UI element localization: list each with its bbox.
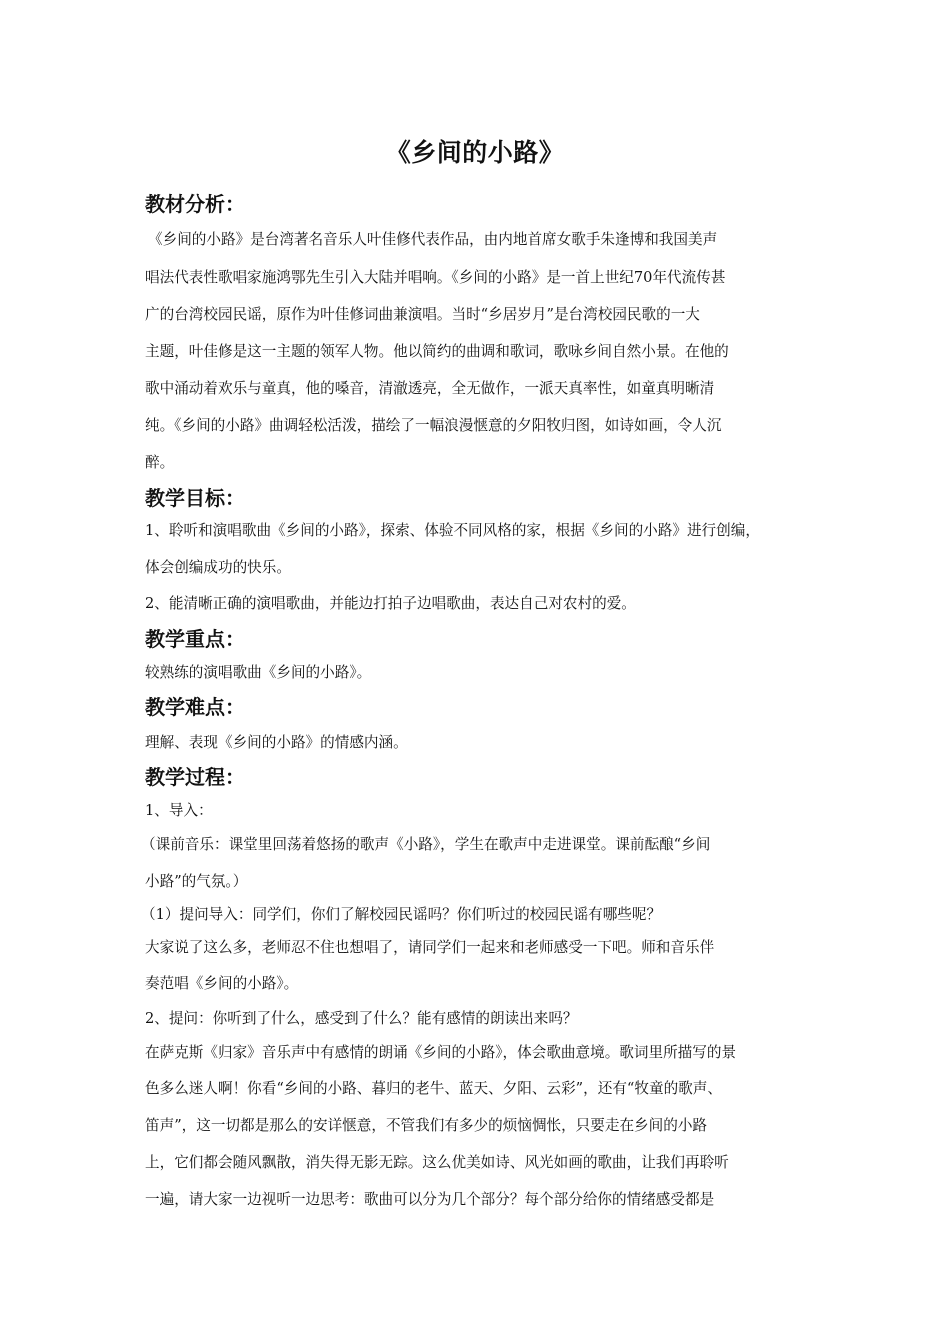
heading-focus: 教学重点： [145, 627, 245, 651]
text-line: 歌中涌动着欢乐与童真，他的嗓音，清澈透亮，全无做作，一派天真率性，如童真明晰清 [145, 380, 715, 397]
text-line: 主题，叶佳修是这一主题的领军人物。他以简约的曲调和歌词，歌咏乡间自然小景。在他的 [145, 343, 729, 360]
text-line: 《乡间的小路》是台湾著名音乐人叶佳修代表作品，由内地首席女歌手朱逢博和我国美声 [148, 231, 718, 248]
document-title: 《乡间的小路》 [385, 138, 565, 167]
text-line: 广的台湾校园民谣，原作为叶佳修词曲兼演唱。当时“乡居岁月”是台湾校园民歌的一大 [145, 306, 700, 323]
text-line: 1、聆听和演唱歌曲《乡间的小路》，探索、体验不同风格的家，根据《乡间的小路》进行创编， [145, 522, 760, 539]
text-line: 一遍，请大家一边视听一边思考：歌曲可以分为几个部分？每个部分给你的情绪感受都是 [145, 1191, 715, 1208]
text-line: 醉。 [145, 454, 175, 471]
text-line: 纯。《乡间的小路》曲调轻松活泼，描绘了一幅浪漫惬意的夕阳牧归图，如诗如画，令人沉 [145, 417, 722, 434]
text-line: 色多么迷人啊！你看“乡间的小路、暮归的老牛、蓝天、夕阳、云彩”，还有“牧童的歌声、 [145, 1080, 722, 1097]
text-line: 较熟练的演唱歌曲《乡间的小路》。 [145, 664, 372, 681]
text-line: 小路”的气氛。） [145, 873, 248, 890]
text-line: 奏范唱《乡间的小路》。 [145, 975, 299, 992]
text-line: （1）提问导入：同学们，你们了解校园民谣吗？你们听过的校园民谣有哪些呢？ [141, 906, 662, 923]
text-line: 唱法代表性歌唱家施鸿鄂先生引入大陆并唱响。《乡间的小路》是一首上世纪70年代流传甚 [145, 269, 726, 286]
heading-goals: 教学目标： [145, 486, 245, 510]
heading-difficulty: 教学难点： [145, 695, 245, 719]
text-line: 大家说了这么多，老师忍不住也想唱了，请同学们一起来和老师感受一下吧。师和音乐伴 [145, 939, 715, 956]
text-line: （课前音乐：课堂里回荡着悠扬的歌声《小路》，学生在歌声中走进课堂。课前酝酿“乡间 [141, 836, 711, 853]
text-line: 在萨克斯《归家》音乐声中有感情的朗诵《乡间的小路》，体会歌曲意境。歌词里所描写的景 [145, 1044, 737, 1061]
text-line: 上，它们都会随风飘散，消失得无影无踪。这么优美如诗、风光如画的歌曲，让我们再聆听 [145, 1154, 729, 1171]
heading-process: 教学过程： [145, 765, 245, 789]
heading-analysis: 教材分析： [145, 192, 245, 216]
text-line: 1、导入： [145, 802, 213, 819]
text-line: 2、提问：你听到了什么，感受到了什么？能有感情的朗读出来吗？ [145, 1010, 578, 1027]
text-line: 理解、表现《乡间的小路》的情感内涵。 [145, 734, 408, 751]
text-line: 笛声”，这一切都是那么的安详惬意，不管我们有多少的烦恼惆怅，只要走在乡间的小路 [145, 1117, 708, 1134]
text-line: 2、能清晰正确的演唱歌曲，并能边打拍子边唱歌曲，表达自己对农村的爱。 [145, 595, 636, 612]
text-line: 体会创编成功的快乐。 [145, 559, 291, 576]
